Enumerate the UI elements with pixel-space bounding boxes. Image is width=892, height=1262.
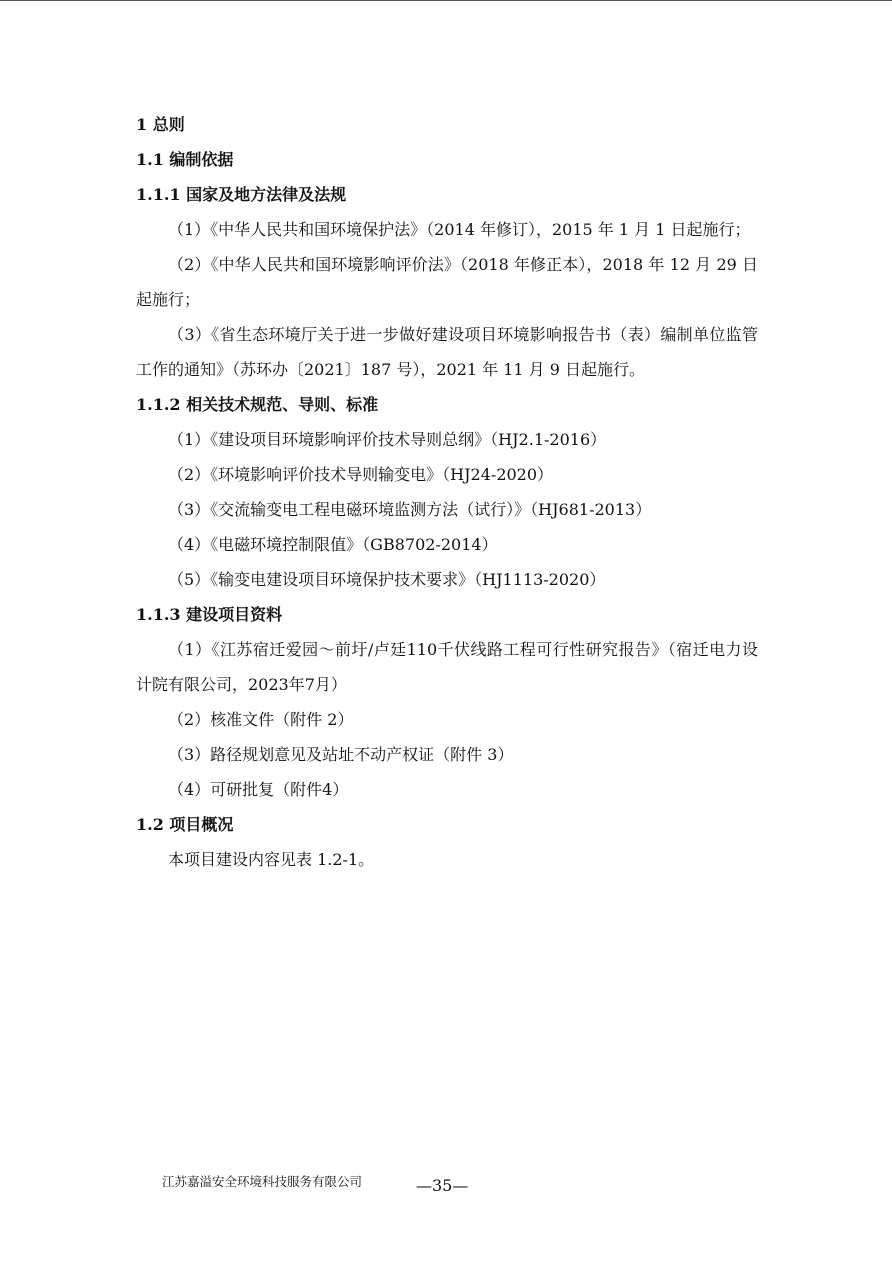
law-item: （3）《省生态环境厅关于进一步做好建设项目环境影响报告书（表）编制单位监管工作的通知》（苏环办〔2021〕187 号），2021 年 11 月 9 日起施行。 xyxy=(136,325,758,379)
page-top-border xyxy=(0,0,892,1)
heading-materials: 1.1.3 建设项目资料 xyxy=(136,605,283,624)
document-body xyxy=(136,107,758,877)
material-item: （1）《江苏宿迁爱园～前圩/卢廷110千伏线路工程可行性研究报告》（宿迁电力设计院有限公司，2023年7月） xyxy=(136,640,758,694)
standard-item: （2）《环境影响评价技术导则输变电》（HJ24-2020） xyxy=(168,465,554,484)
law-item: （1）《中华人民共和国环境保护法》（2014 年修订），2015 年 1 月 1 日起施行； xyxy=(168,220,751,239)
page-number: —35— xyxy=(416,1176,469,1195)
overview-text: 本项目建设内容见表 1.2-1。 xyxy=(168,850,375,869)
heading-laws: 1.1.1 国家及地方法律及法规 xyxy=(136,185,347,204)
material-item: （4）可研批复（附件4） xyxy=(168,780,349,799)
material-item: （3）路径规划意见及站址不动产权证（附件 3） xyxy=(168,745,514,764)
standard-item: （3）《交流输变电工程电磁环境监测方法（试行）》（HJ681-2013） xyxy=(168,500,652,519)
material-item: （2）核准文件（附件 2） xyxy=(168,710,354,729)
law-item: （2）《中华人民共和国环境影响评价法》（2018 年修正本），2018 年 12 月 29 日起施行； xyxy=(136,255,758,309)
standard-item: （5）《输变电建设项目环境保护技术要求》（HJ1113-2020） xyxy=(168,570,606,589)
heading-basis: 1.1 编制依据 xyxy=(136,150,234,169)
standard-item: （4）《电磁环境控制限值》（GB8702-2014） xyxy=(168,535,498,554)
heading-overview: 1.2 项目概况 xyxy=(136,815,234,834)
heading-standards: 1.1.2 相关技术规范、导则、标准 xyxy=(136,395,379,414)
footer-organization: 江苏嘉溢安全环境科技服务有限公司 xyxy=(162,1174,363,1189)
standard-item: （1）《建设项目环境影响评价技术导则总纲》（HJ2.1-2016） xyxy=(168,430,607,449)
heading-general: 1 总则 xyxy=(136,115,185,134)
